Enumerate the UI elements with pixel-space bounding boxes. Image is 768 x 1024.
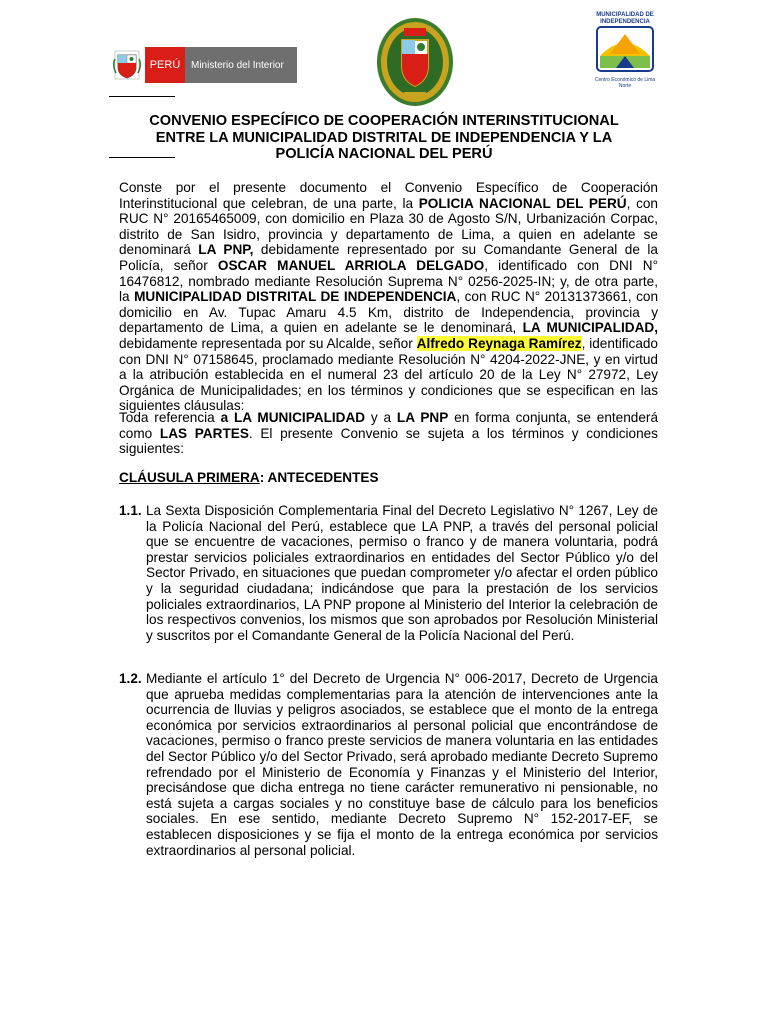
intro-text: , con RUC N° 20131373661, con domicilio en Av. Tupac Amaru 4.5 Km, distrito de Independencia, provincia y departamento de Lima, a quien en adelante se le denominará,	[119, 289, 659, 336]
municipality-subtitle: Centro Económico de Lima Norte	[594, 77, 656, 89]
municipality-title: MUNICIPALIDAD DE INDEPENDENCIA	[596, 12, 654, 25]
title-line-1: CONVENIO ESPECÍFICO DE COOPERACIÓN INTERINSTITUCIONAL	[149, 113, 619, 129]
parties-text: y a	[365, 410, 397, 425]
clause-item	[119, 671, 658, 858]
item-number: 1.1.	[119, 503, 142, 518]
party-pnp-name: POLICIA NACIONAL DEL PERÚ	[418, 195, 627, 211]
clause-heading	[119, 470, 379, 485]
party-municipality-name: MUNICIPALIDAD DISTRITAL DE INDEPENDENCIA	[134, 289, 457, 305]
item-text: Mediante el artículo 1° del Decreto de Urgencia N° 006-2017, Decreto de Urgencia que aprueba medidas complementarias para la atención de intervenciones ante la ocurrencia de lluvias y peligros asociados, se establece que el monto de la entrega económica por servicios extraordinarios al personal policial que encontrándose de vacaciones, permiso o franco preste servicios de manera voluntaria en las entidades del Sector Público y/o del Sector Privado, será aprobado mediante Decreto Supremo refrendado por el Ministerio de Economía y Finanzas y el Ministerio del Interior, precisándose que dicha entrega no tiene carácter remunerativo ni pensionable, no está sujeta a cargas sociales y no constituye base de cálculo para los beneficios sociales. En ese sentido, mediante Decreto Supremo N° 152-2017-EF, se establecen disposiciones y se fija el monto de la entrega económica por servicios extraordinarios al personal policial.	[146, 671, 658, 858]
party-pnp-alias: LA PNP,	[198, 242, 254, 258]
intro-paragraph	[119, 180, 658, 414]
intro-text: , con RUC N° 20165465009, con domicilio en Plaza 30 de Agosto S/N, Urbanización Corpac, distrito de San Isidro, provincia y departamento de Lima, a quien en adelante se denominará	[119, 195, 658, 258]
municipality-logo	[590, 12, 660, 102]
intro-text: Conste por el presente documento el Convenio Específico de Cooperación Interinstitucional que celebran, de una parte, la	[119, 180, 658, 211]
peru-label: PERÚ	[145, 47, 185, 83]
intro-text: debidamente representado por su Comandante General de la Policía, señor	[119, 242, 658, 273]
pnp-representative-name: OSCAR MANUEL ARRIOLA DELGADO	[217, 257, 485, 273]
top-rule	[109, 96, 175, 97]
parties-pnp: LA PNP	[396, 410, 449, 425]
ministry-label: Ministerio del Interior	[185, 47, 297, 83]
parties-alias: LAS PARTES	[159, 425, 249, 441]
item-text: La Sexta Disposición Complementaria Final del Decreto Legislativo N° 1267, Ley de la Policía Nacional del Perú, establece que LA PNP, a través del personal policial que se encuentre de vacaciones, permiso o franco y de manera voluntaria, podrá prestar servicios policiales extraordinarios en entidades del Sector Público y/o del Sector Privado, en situaciones que puedan comprometer y/o afectar el orden público y la seguridad ciudadana; indicándose que para la prestación de los servicios policiales extraordinarios, LA PNP propone al Ministerio del Interior la celebración de los respectivos convenios, los mismos que son aprobados por Resolución Ministerial y suscritos por el Comandante General de la Policía Nacional del Perú.	[146, 503, 658, 643]
item-number: 1.2.	[119, 671, 142, 686]
parties-text: en forma conjunta, se entenderá como	[119, 410, 659, 441]
document-header	[0, 0, 768, 110]
intro-text: debidamente representada por su Alcalde, señor	[119, 335, 417, 351]
clause-number: CLÁUSULA PRIMERA	[119, 470, 260, 485]
ministry-logo	[109, 47, 297, 83]
mayor-name-highlighted: Alfredo Reynaga Ramírez	[416, 335, 582, 351]
party-municipality-alias: LA MUNICIPALIDAD,	[522, 320, 658, 336]
intro-text: , identificado con DNI N° 16476812, nombrado mediante Resolución Suprema N° 0256-2025-IN; y, de otra parte, la	[119, 257, 659, 305]
title-line-3: POLICÍA NACIONAL DEL PERÚ	[275, 146, 493, 162]
intro-text: , identificado con DNI N° 07158645, proclamado mediante Resolución N° 4204-2022-JNE, y en virtud a la atribución establecida en el numeral 23 del artículo 20 de la Ley N° 27972, Ley Orgánica de Municipalidades; en los términos y condiciones que se especifican en las siguientes cláusulas:	[119, 335, 658, 414]
pnp-emblem-icon	[374, 16, 456, 108]
title-line-2: ENTRE LA MUNICIPALIDAD DISTRITAL DE INDEPENDENCIA Y LA	[155, 129, 613, 146]
parties-paragraph	[119, 410, 658, 457]
clause-title: : ANTECEDENTES	[259, 470, 379, 485]
parties-municipality: a LA MUNICIPALIDAD	[220, 410, 366, 425]
municipality-emblem-icon	[596, 26, 654, 72]
document-title	[110, 113, 658, 163]
clause-item	[119, 503, 658, 643]
parties-text: . El presente Convenio se sujeta a los términos y condiciones siguientes:	[119, 425, 658, 457]
peru-shield-icon	[109, 47, 145, 83]
parties-text: Toda referencia	[119, 410, 221, 425]
